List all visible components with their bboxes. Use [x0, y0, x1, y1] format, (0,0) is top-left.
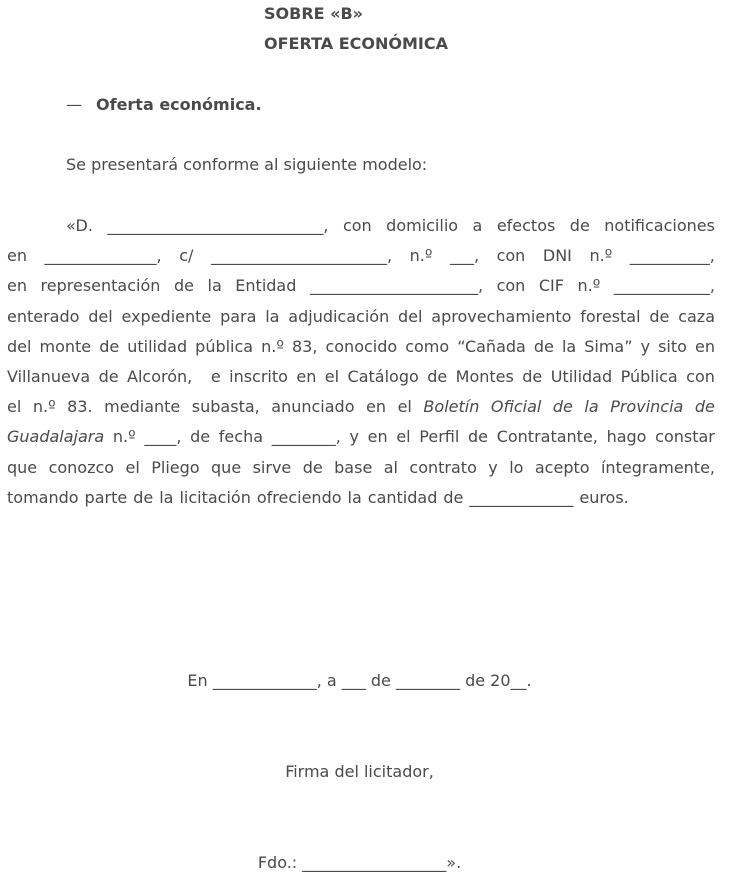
paragraph-word: Entidad	[235, 276, 297, 296]
paragraph-word: 83.	[67, 397, 93, 417]
paragraph-word: conocido	[325, 336, 398, 356]
paragraph-word: pública	[195, 336, 254, 356]
paragraph-word: que	[211, 457, 242, 477]
document-title-envelope: SOBRE «B»	[264, 4, 364, 23]
paragraph-word: contrato	[409, 457, 477, 477]
paragraph-word: aprovechamiento	[431, 306, 572, 326]
paragraph-word: el	[397, 397, 412, 417]
paragraph-word: 83,	[291, 336, 318, 356]
paragraph-word: mediante	[104, 397, 181, 417]
paragraph-word: monte	[39, 336, 92, 356]
paragraph-word: licitación	[179, 487, 251, 507]
paragraph-word: «D.	[66, 216, 93, 235]
paragraph-line	[7, 366, 715, 396]
paragraph-word: subasta,	[191, 397, 260, 417]
paragraph-word: enterado	[7, 306, 80, 326]
paragraph-word: en	[694, 336, 715, 356]
paragraph-word: la	[265, 306, 280, 326]
paragraph-word: en	[366, 397, 387, 417]
paragraph-word: de	[427, 366, 448, 386]
paragraph-word: al	[383, 457, 398, 477]
paragraph-word: en	[7, 246, 27, 266]
paragraph-word: de	[98, 366, 119, 386]
paragraph-word: de	[522, 366, 543, 386]
offer-model-paragraph	[7, 215, 715, 517]
paragraph-word: de	[173, 276, 194, 296]
paragraph-word: de	[533, 336, 554, 356]
paragraph-word: “Cañada	[457, 336, 526, 356]
paragraph-word: conozco	[48, 457, 115, 477]
paragraph-word: _____________________,	[309, 276, 484, 296]
paragraph-word: y	[349, 427, 359, 447]
paragraph-word: como	[405, 336, 450, 356]
paragraph-line	[7, 336, 715, 366]
section-label: Oferta económica.	[96, 95, 262, 114]
paragraph-word: de	[302, 457, 323, 477]
paragraph-word: de	[468, 427, 489, 447]
paragraph-word: Provincia	[610, 397, 684, 417]
paragraph-word: sito	[658, 336, 687, 356]
paragraph-word: la	[584, 397, 599, 417]
paragraph-word: hago	[606, 427, 647, 447]
paragraph-word: que	[7, 457, 38, 477]
paragraph-word: ______________________,	[210, 246, 393, 266]
paragraph-word: tomando	[7, 487, 79, 507]
paragraph-word: expediente	[121, 306, 212, 326]
paragraph-word: Guadalajara	[7, 427, 105, 447]
paragraph-word: n.º	[589, 246, 613, 266]
paragraph-word: ________,	[271, 427, 341, 447]
paragraph-word: en	[7, 276, 27, 296]
paragraph-line	[7, 457, 715, 487]
paragraph-word: Utilidad	[550, 366, 613, 386]
paragraph-word: y	[640, 336, 651, 356]
paragraph-word: Sima”	[584, 336, 633, 356]
paragraph-word: Boletín	[423, 397, 480, 417]
paragraph-word: Catálogo	[347, 366, 419, 386]
paragraph-word: con	[686, 366, 715, 386]
paragraph-word: n.º	[577, 276, 601, 296]
paragraph-word: en	[367, 427, 388, 447]
paragraph-word: Contratante,	[496, 427, 598, 447]
paragraph-word: en	[296, 366, 317, 386]
paragraph-word: de	[443, 487, 464, 507]
signed-by-line: Fdo.: __________________».	[257, 853, 462, 872]
paragraph-word: ____,	[144, 427, 182, 447]
paragraph-line	[7, 275, 715, 305]
paragraph-word: domicilio	[386, 216, 459, 235]
paragraph-word: CIF	[538, 276, 564, 296]
paragraph-word: efectos	[496, 216, 556, 235]
paragraph-word: Montes	[455, 366, 514, 386]
paragraph-word: n.º	[32, 397, 56, 417]
paragraph-word: ofreciendo	[256, 487, 342, 507]
paragraph-word: para	[220, 306, 257, 326]
paragraph-word: del	[88, 306, 113, 326]
signature-label: Firma del licitador,	[285, 762, 434, 781]
paragraph-word: Pública	[620, 366, 678, 386]
section-dash: —	[66, 95, 82, 114]
paragraph-word: representación	[40, 276, 161, 296]
document-title-offer: OFERTA ECONÓMICA	[264, 34, 448, 53]
paragraph-word: a	[472, 216, 483, 235]
paragraph-word: forestal	[580, 306, 641, 326]
paragraph-word: constar	[655, 427, 715, 447]
paragraph-word: ___,	[449, 246, 480, 266]
paragraph-word: de	[649, 306, 670, 326]
paragraph-word: Oficial	[490, 397, 542, 417]
paragraph-word: y	[488, 457, 498, 477]
paragraph-word: anunciado	[271, 397, 355, 417]
paragraph-word: la	[347, 487, 362, 507]
place-date-line: En _____________, a ___ de ________ de 20__.	[187, 671, 532, 690]
paragraph-word: íntegramente,	[600, 457, 715, 477]
section-heading	[66, 95, 262, 114]
paragraph-word: del	[7, 336, 32, 356]
paragraph-word: sirve	[252, 457, 292, 477]
paragraph-word: c/	[179, 246, 194, 266]
paragraph-word: con	[496, 276, 526, 296]
paragraph-line	[7, 245, 715, 275]
paragraph-word: del	[398, 306, 423, 326]
intro-paragraph: Se presentará conforme al siguiente modelo:	[66, 155, 428, 174]
paragraph-word: el	[396, 427, 411, 447]
paragraph-word: la	[159, 487, 174, 507]
paragraph-word: el	[125, 457, 140, 477]
paragraph-word: ____________,	[613, 276, 715, 296]
paragraph-word: de	[694, 397, 715, 417]
paragraph-word: de	[133, 487, 154, 507]
paragraph-word: acepto	[534, 457, 590, 477]
paragraph-word: n.º	[112, 427, 136, 447]
paragraph-word: con	[342, 216, 372, 235]
paragraph-line	[7, 426, 715, 456]
paragraph-word: Villanueva	[7, 366, 91, 386]
paragraph-word: de	[190, 427, 211, 447]
paragraph-word: Perfil	[419, 427, 460, 447]
paragraph-word: n.º	[409, 246, 433, 266]
paragraph-word: parte	[84, 487, 128, 507]
paragraph-line	[7, 215, 715, 245]
paragraph-line	[7, 487, 715, 517]
paragraph-word: euros.	[579, 487, 629, 507]
paragraph-word: notificaciones	[604, 216, 715, 235]
paragraph-word: con	[496, 246, 526, 266]
paragraph-word: la	[207, 276, 222, 296]
paragraph-word: __________,	[629, 246, 715, 266]
paragraph-word: base	[334, 457, 373, 477]
paragraph-word: de	[99, 336, 120, 356]
paragraph-word: Alcorón,	[127, 366, 193, 386]
paragraph-word: _____________	[469, 487, 574, 507]
paragraph-word: e	[200, 366, 221, 386]
paragraph-word: el	[324, 366, 340, 386]
paragraph-word: caza	[678, 306, 715, 326]
paragraph-word: el	[7, 397, 22, 417]
paragraph-word: lo	[509, 457, 524, 477]
paragraph-word: n.º	[261, 336, 284, 356]
paragraph-word: de	[552, 397, 573, 417]
paragraph-word: adjudicación	[288, 306, 390, 326]
paragraph-word: utilidad	[127, 336, 188, 356]
paragraph-word: fecha	[218, 427, 264, 447]
paragraph-word: de	[569, 216, 590, 235]
paragraph-line	[7, 396, 715, 426]
paragraph-word: ______________,	[44, 246, 162, 266]
paragraph-word: Pliego	[151, 457, 200, 477]
paragraph-word: ___________________________,	[107, 216, 329, 235]
paragraph-word: inscrito	[229, 366, 288, 386]
paragraph-line	[7, 306, 715, 336]
paragraph-word: DNI	[542, 246, 572, 266]
paragraph-word: la	[561, 336, 577, 356]
paragraph-word: cantidad	[367, 487, 438, 507]
